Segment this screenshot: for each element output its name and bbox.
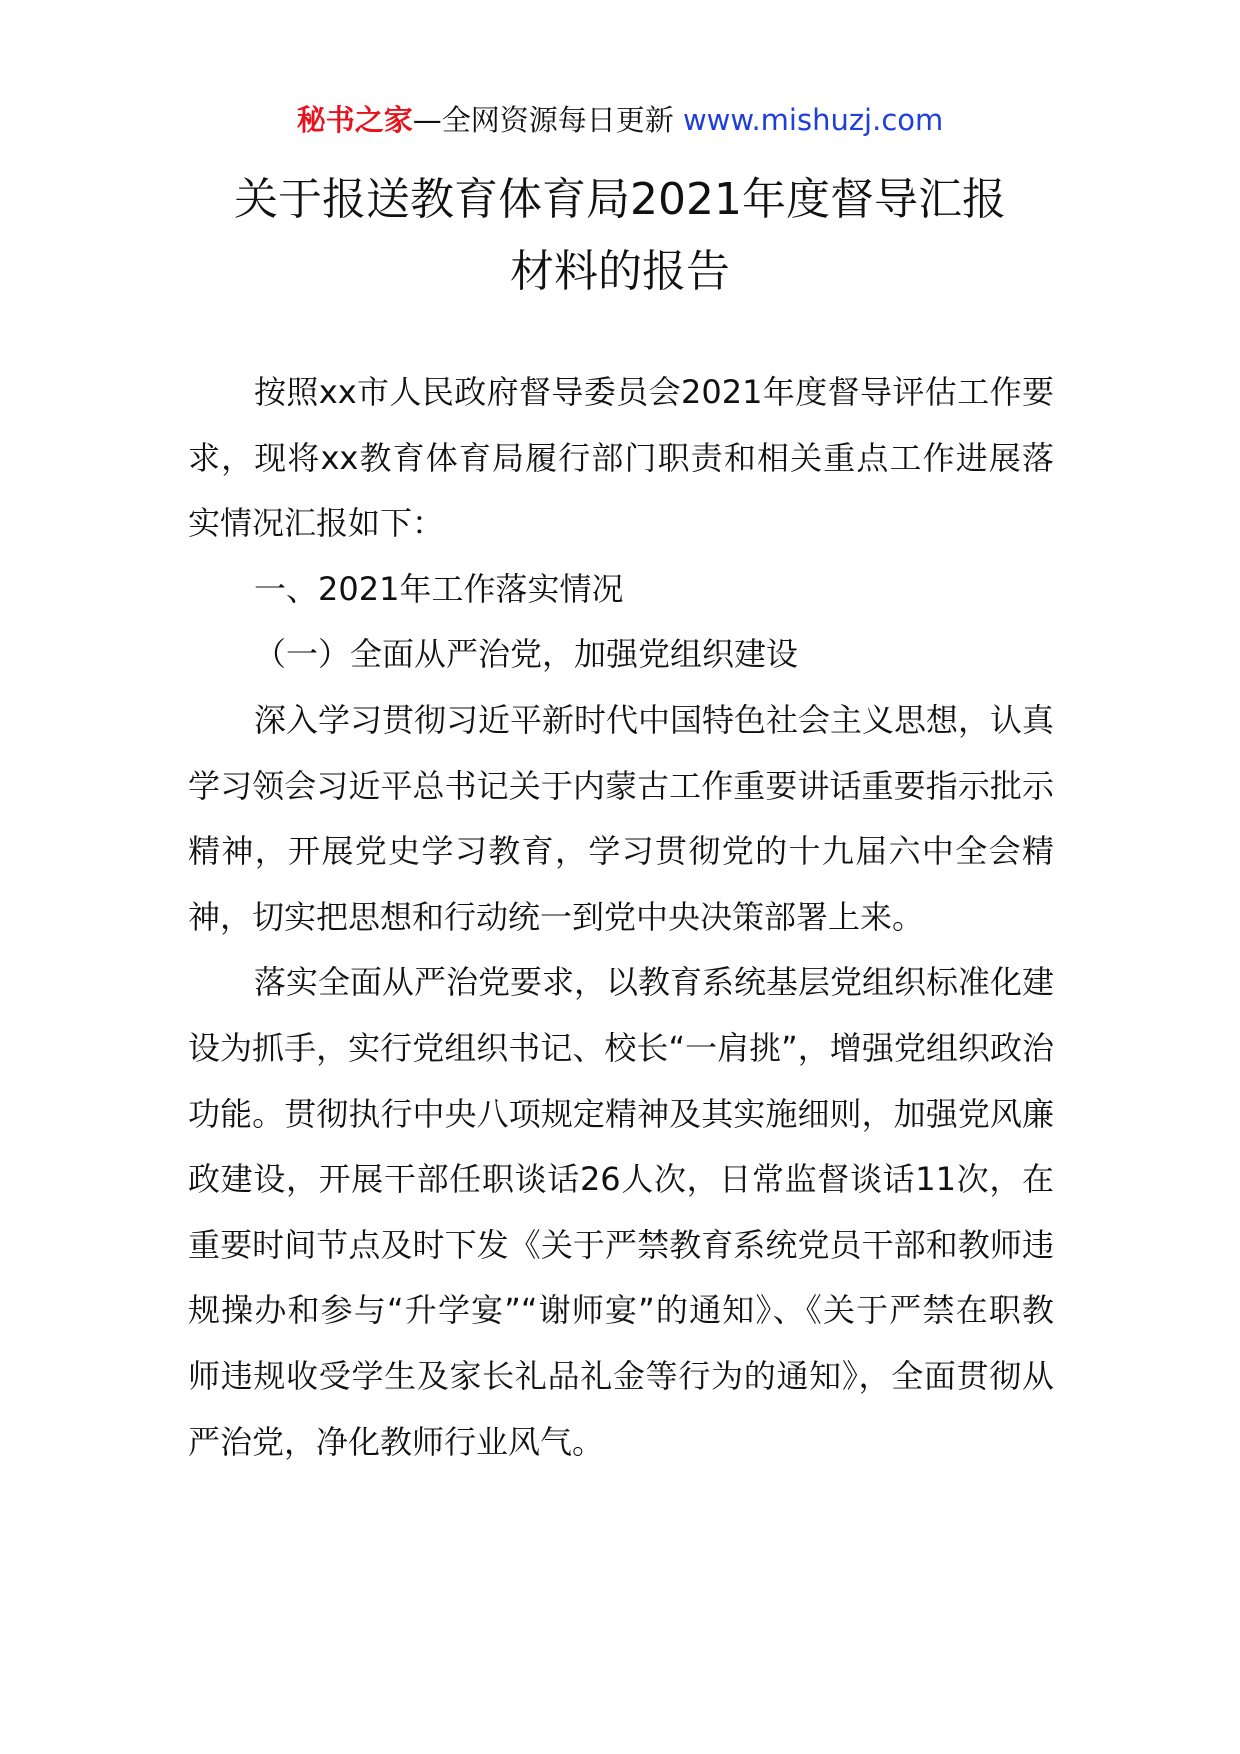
site-url-link[interactable]: www.mishuzj.com [682,103,944,137]
section-heading: 一、2021年工作落实情况 [254,569,624,608]
subsection-heading: （一）全面从严治党，加强党组织建设 [254,635,799,674]
document-body [188,360,1054,1475]
body-paragraph: 深入学习贯彻习近平新时代中国特色社会主义思想，认真学习领会习近平总书记关于内蒙古工作重要讲话重要指示批示精神，开展党史学习教育，学习贯彻党的十九届六中全会精神，切实把思想和行动统一到党中央决策部署上来。 [188,700,1055,936]
document-title-line-1: 关于报送教育体育局2021年度督导汇报 [234,174,1006,225]
intro-paragraph: 按照xx市人民政府督导委员会2021年度督导评估工作要求，现将xx教育体育局履行部门职责和相关重点工作进展落实情况汇报如下： [188,373,1054,543]
body-paragraph: 落实全面从严治党要求，以教育系统基层党组织标准化建设为抓手，实行党组织书记、校长“一肩挑”，增强党组织政治功能。贯彻执行中央八项规定精神及其实施细则，加强党风廉政建设，开展干部任职谈话26人次，日常监督谈话11次，在重要时间节点及时下发《关于严禁教育系统党员干部和教师违规操办和参与“升学宴”“谢师宴”的通知》、《关于严禁在职教师违规收受学生及家长礼品礼金等行为的通知》，全面贯彻从严治党，净化教师行业风气。 [188,963,1055,1461]
site-banner [0,100,1240,140]
site-tagline: —全网资源每日更新 [412,103,674,137]
document-title-line-2: 材料的报告 [510,246,730,297]
document-title [0,164,1240,308]
site-brand: 秘书之家 [296,103,413,137]
